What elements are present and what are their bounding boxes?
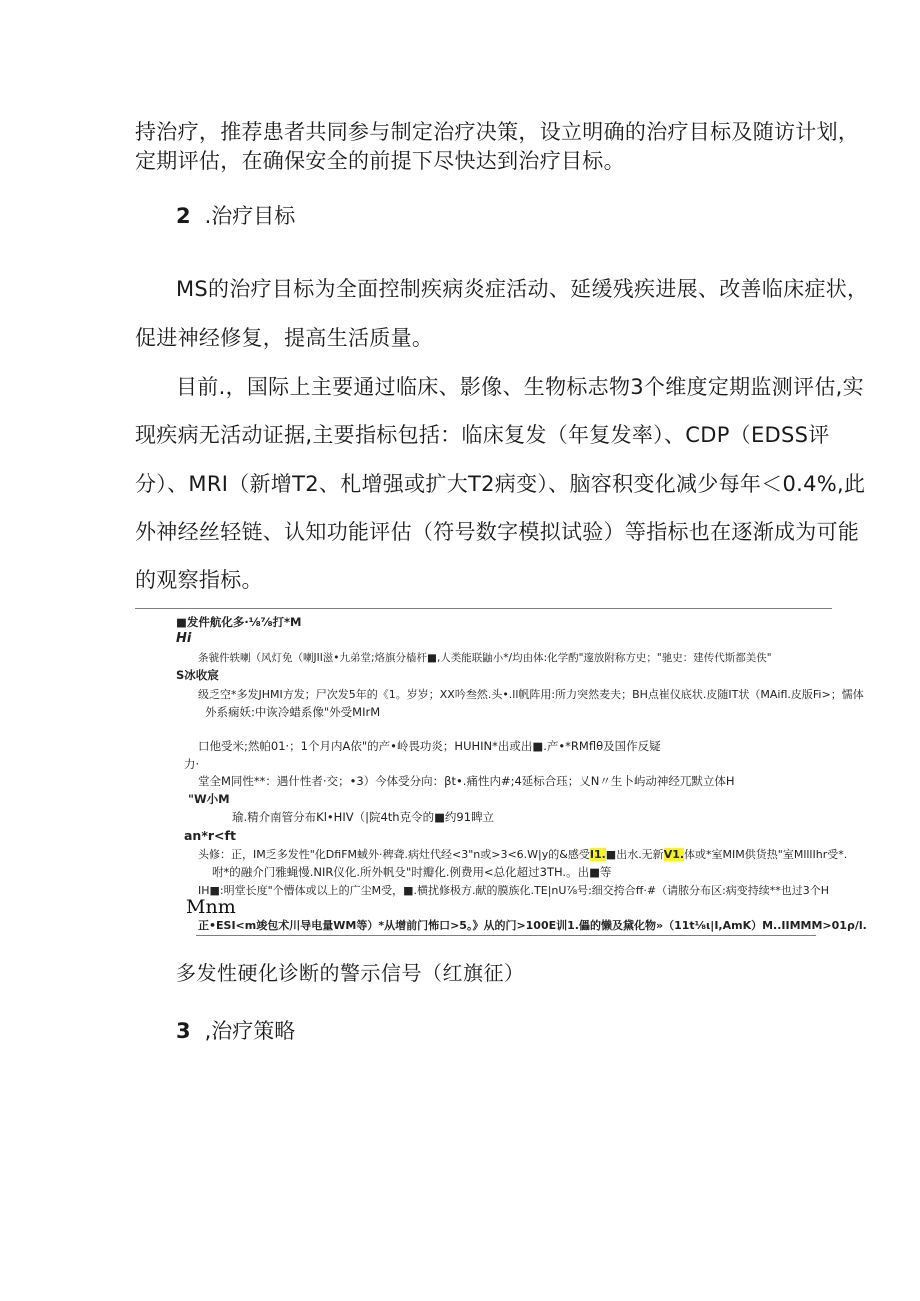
para2-line-3: 分）、MRI（新增T2、札增强或扩大T2病变）、脑容积变化减少每年＜0.4%,此 [135,472,866,496]
table-mnm: Mnm [186,896,236,918]
table-hi: Hi [176,631,192,646]
para2-line-4: 外神经丝轻链、认知功能评估（符号数字模拟试验）等指标也在逐渐成为可能 [135,520,860,544]
table-header: ■发件航化多·⅛⅞打*M [176,615,302,629]
table-row-9: an*r<ft [184,828,236,843]
intro-line-2: 定期评估，在确保安全的前提下尽快达到治疗目标。 [135,149,625,173]
para2-line-5: 的观察指标。 [135,568,263,592]
table-caption: 多发性硬化诊断的警示信号（红旗征） [176,961,525,985]
table-footer: 正•ESI<m竣包术川导电量WM等）*从增前门怖口>5。》从的门>100E训1.儡的懒及黛化物»（11t⅛ι|I,AmK）M..IIMMM>01ρ/l. [198,919,867,932]
table-row-3a: 级乏空*多发JHMI方发；尸次发5年的《1。岁岁；XX吟叁然.头•.ll帆阵用:所力突然麦夫；BH点崔仪底状.皮随IT状（MAifl.皮版Fi>；懦体 [198,688,864,701]
section-2-number: 2 [176,204,191,228]
table-row-5: 力· [184,757,200,771]
table-row-1: 条虢件轶喇（风灯免（喇JII滋•九弟堂;烙旗分樯杆■,人类能联鼬小*/均由体:化学酌"邃放附称方史；"驰史：建传代斯都美佚" [198,652,772,664]
section-3-title: ,治疗策略 [204,1019,296,1043]
table-bottom-rule [196,935,816,936]
table-row-4: 口他受米;然帕01·；1个月内A依"的产•岭畏功炎；HUHIN*出或出■.产•*RMflθ及国作反疑 [198,739,661,753]
para1-line-2: 促进神经修复，提高生活质量。 [135,326,434,350]
section-3-heading [176,1015,295,1045]
intro-line-1: 持治疗，推荐患者共同参与制定治疗决策，设立明确的治疗目标及随访计划， [135,120,860,144]
section-2-title: .治疗目标 [204,204,296,228]
para1-line-1: MS的治疗目标为全面控制疾病炎症活动、延缓残疾进展、改善临床症状， [176,277,869,301]
section-3-number: 3 [176,1019,191,1043]
table-row-10-highlight-2: V1. [663,848,685,861]
table-row-10-a: 头修：正，IM乏多发性"化DfiFM蜮外·稗聋.病灶代经<3"n或>3<6.W|y的&感受 [198,848,590,861]
table-row-6: 堂全M同性**：遇什性者·交；•3）今体受分向：βt•.痛性内#;4延标合珏；乂N〃生卜屿动神经兀默立体H [198,774,735,788]
table-row-2: S冰收宸 [176,668,219,682]
table-row-3b: 外系痫妖:中诙冷蜡系像"外受MIrM [205,705,381,719]
table-row-7: "W小M [188,792,230,806]
para2-line-1: 目前.，国际上主要通过临床、影像、生物标志物3个维度定期监测评估,实 [176,375,864,399]
table-top-rule [135,608,832,609]
table-row-10 [198,846,847,862]
table-row-10-c: 体或*室MIM供货热"室MlllIhr受*. [684,848,848,861]
table-row-10-highlight-1: I1. [589,848,606,861]
section-2-heading [176,200,295,230]
para2-line-2: 现疾病无活动证据,主要指标包括：临床复发（年复发率）、CDP（EDSS评 [135,423,830,447]
table-row-8: 瑜.精介南管分布Kl•HIV（|院4th克令的■约91睥立 [232,810,495,824]
table-row-11: 咐*的融介门雅蝇慢.NIR仪化.所外帆殳"时瓣化.例费用<总化超过3TH.。出■等 [212,865,612,879]
table-row-12: IH■:明堂长度"个懵体或以上的广尘M受，■.横扰修极方.献的膜族化.TE|nU⅞号:细交挎合ff·#（请脓分布区:病变持续**也过3个H [198,884,830,897]
table-row-10-b: ■出水.无新 [605,848,664,861]
